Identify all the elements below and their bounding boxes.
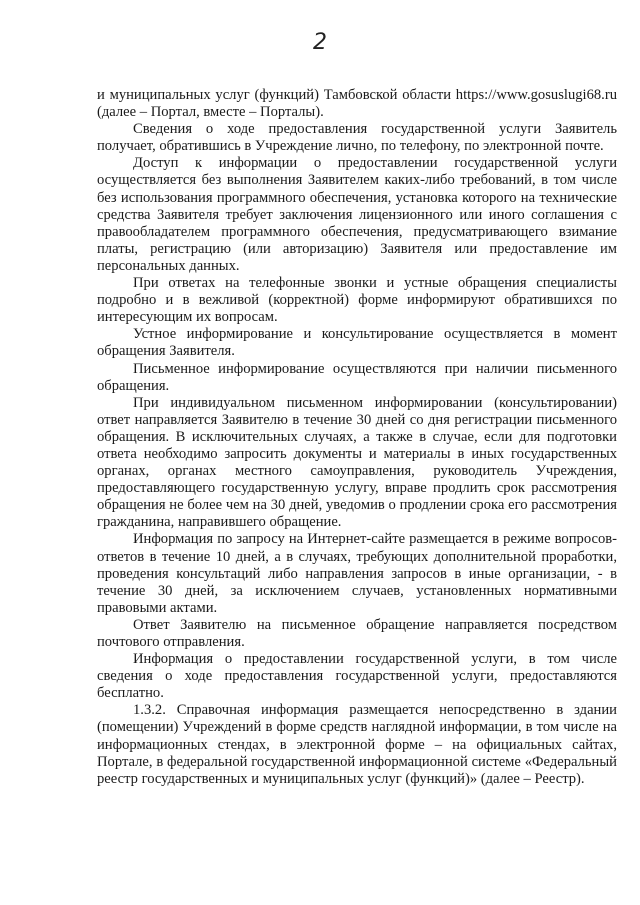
paragraph-reference-info: 1.3.2. Справочная информация размещается непосредственно в здании (помещении) Учреждений в форме средств наглядной информации, в том числе на информационных стендах, в электронной форме – на официальных сайтах, Портале, в федеральной государственной информационной системе «Федеральный реестр государственных и муниципальных услуг (функций)» (далее – Реестр). — [97, 702, 617, 787]
paragraph-individual-written: При индивидуальном письменном информировании (консультировании) ответ направляется Заявителю в течение 30 дней со дня регистрации письменного обращения. В исключительных случаях, а также в случае, если для подготовки ответа необходимо запросить документы и материалы в иных государственных органах, органах местного самоуправления, руководитель Учреждения, предоставляющего государственную услугу, вправе продлить срок рассмотрения обращения не более чем на 30 дней, уведомив о продлении срока его рассмотрения гражданина, направившего обращение. — [97, 394, 617, 531]
paragraph-phone-answers: При ответах на телефонные звонки и устные обращения специалисты подробно и в вежливой (корректной) форме информируют обратившихся по интересующим их вопросам. — [97, 275, 617, 326]
paragraph-progress-info: Сведения о ходе предоставления государственной услуги Заявитель получает, обратившись в Учреждение лично, по телефону, по электронной почте. — [97, 121, 617, 155]
paragraph-postal-answer: Ответ Заявителю на письменное обращение направляется посредством почтового отправления. — [97, 616, 617, 650]
paragraph-portal-continuation: и муниципальных услуг (функций) Тамбовской области https://www.gosuslugi68.ru (далее – Портал, вместе – Порталы). — [97, 87, 617, 121]
paragraph-access-info: Доступ к информации о предоставлении государственной услуги осуществляется без выполнения Заявителем каких-либо требований, в том числе без использования программного обеспечения, установка которого на технические средства Заявителя требует заключения лицензионного или иного соглашения с правообладателем программного обеспечения, предусматривающего взимание платы, регистрацию (или авторизацию) Заявителя или предоставление им персональных данных. — [97, 155, 617, 274]
paragraph-free-of-charge: Информация о предоставлении государственной услуги, в том числе сведения о ходе предоставления государственной услуги, предоставляются бесплатно. — [97, 651, 617, 702]
document-body — [97, 87, 617, 788]
paragraph-oral-informing: Устное информирование и консультирование осуществляется в момент обращения Заявителя. — [97, 326, 617, 360]
paragraph-written-informing: Письменное информирование осуществляются при наличии письменного обращения. — [97, 360, 617, 394]
page-number: 2 — [313, 30, 327, 55]
paragraph-website-requests: Информация по запросу на Интернет-сайте размещается в режиме вопросов-ответов в течение 10 дней, а в случаях, требующих дополнительной проработки, проведения консультаций либо направления запросов в иные организации, - в течение 30 дней, за исключением случаев, установленных нормативными правовыми актами. — [97, 531, 617, 616]
